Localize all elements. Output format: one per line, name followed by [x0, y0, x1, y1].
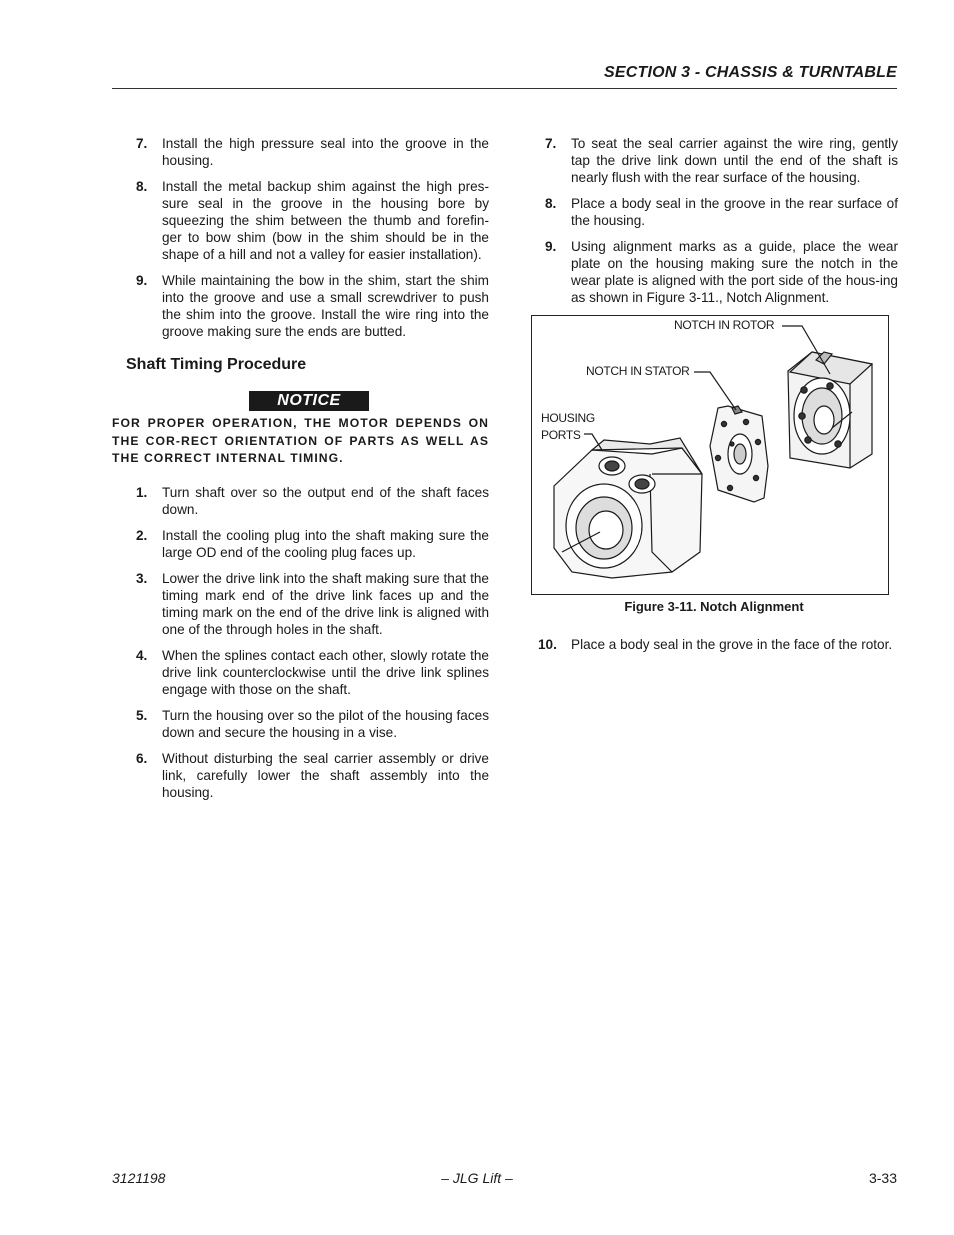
step-list-seating: [530, 135, 898, 306]
step-text: Lower the drive link into the shaft making sure that the timing mark end of the drive link faces up and the timing mark on the end of the drive link is aligned with one of the through holes in the shaft.: [162, 570, 489, 637]
step-list-rotor: [530, 636, 898, 653]
step-text: Using alignment marks as a guide, place the wear plate on the housing making sure the notch in the wear plate is aligned with the port side of the hous-ing as shown in Figure 3-11., Notch Alignment.: [571, 239, 898, 305]
step-text: Install the metal backup shim against the high pres-sure seal in the groove in the housing bore by squeezing the shim between the thumb and forefin-ger to bow shim (bow in the shim should be in the shape of a hill and not a valley for easier installation).: [162, 179, 489, 262]
list-item: [112, 707, 489, 741]
step-number: 7.: [136, 136, 148, 151]
step-text: Place a body seal in the groove in the rear surface of the housing.: [571, 196, 898, 228]
footer-page-number: 3-33: [868, 1170, 897, 1186]
step-text: Turn the housing over so the pilot of the housing faces down and secure the housing in a vise.: [162, 707, 489, 740]
step-number: 3.: [136, 570, 148, 586]
list-item: [112, 527, 489, 561]
step-text: When the splines contact each other, slowly rotate the drive link counterclockwise until the drive link splines engage with those on the shaft.: [162, 647, 489, 697]
footer-doc-number: 3121198: [112, 1170, 166, 1186]
step-number: 7.: [545, 136, 557, 151]
step-number: 9.: [545, 239, 557, 254]
list-item: [530, 238, 898, 306]
stator-leader-line: [694, 372, 736, 410]
list-item: [112, 570, 489, 638]
step-number: 10.: [538, 637, 557, 652]
notice-text: FOR PROPER OPERATION, THE MOTOR DEPENDS ON THE COR-RECT ORIENTATION OF PARTS AS WELL AS THE CORRECT INTERNAL TIMING.: [112, 416, 489, 465]
list-item: [112, 135, 489, 169]
step-number: 2.: [136, 527, 148, 543]
step-number: 9.: [136, 273, 148, 288]
notice-badge: NOTICE: [249, 391, 368, 411]
section-title: SECTION 3 - CHASSIS & TURNTABLE: [603, 64, 897, 81]
label-notch-rotor: NOTCH IN ROTOR: [674, 318, 775, 332]
list-item: [530, 636, 898, 653]
footer-brand: – JLG Lift –: [441, 1170, 513, 1186]
housing-part: [554, 438, 702, 578]
step-number: 8.: [136, 179, 148, 194]
notice-wrap: [129, 391, 489, 411]
step-number: 8.: [545, 196, 557, 211]
step-number: 5.: [136, 707, 148, 723]
list-item: [530, 135, 898, 186]
header-rule: [112, 88, 897, 89]
figure-caption: Figure 3-11. Notch Alignment: [624, 599, 804, 614]
step-list-housing: [112, 135, 489, 340]
motor-exploded-illustration: [532, 316, 888, 594]
list-item: [112, 647, 489, 698]
step-text: To seat the seal carrier against the wire ring, gently tap the drive link down until the end of the shaft is nearly flush with the rear surface of the housing.: [571, 136, 898, 185]
step-text: While maintaining the bow in the shim, start the shim into the groove and use a small screwdriver to push the shim into the groove. Install the wire ring into the groove making sure the ends are butted.: [162, 273, 489, 339]
label-housing: HOUSING: [541, 411, 595, 425]
label-notch-stator: NOTCH IN STATOR: [586, 364, 690, 378]
right-column: [530, 135, 898, 662]
label-ports: PORTS: [541, 428, 581, 442]
list-item: [112, 750, 489, 801]
section-heading: Shaft Timing Procedure: [126, 356, 307, 373]
left-column: [112, 135, 489, 810]
step-text: Install the high pressure seal into the groove in the housing.: [162, 136, 489, 168]
list-item: [530, 195, 898, 229]
stator-plate: [710, 406, 768, 502]
step-text: Place a body seal in the grove in the face of the rotor.: [571, 637, 893, 652]
rotor-part: [788, 352, 872, 468]
step-number: 4.: [136, 647, 148, 663]
step-number: 1.: [136, 484, 148, 500]
step-list-shaft-timing: [112, 484, 489, 801]
list-item: [112, 484, 489, 518]
step-text: Without disturbing the seal carrier assembly or drive link, carefully lower the shaft assembly into the housing.: [162, 750, 489, 800]
list-item: [112, 178, 489, 263]
step-text: Install the cooling plug into the shaft making sure the large OD end of the cooling plug faces up.: [162, 527, 489, 560]
step-number: 6.: [136, 750, 148, 766]
list-item: [112, 272, 489, 340]
step-text: Turn shaft over so the output end of the shaft faces down.: [162, 484, 489, 517]
notch-alignment-figure: [531, 315, 889, 595]
